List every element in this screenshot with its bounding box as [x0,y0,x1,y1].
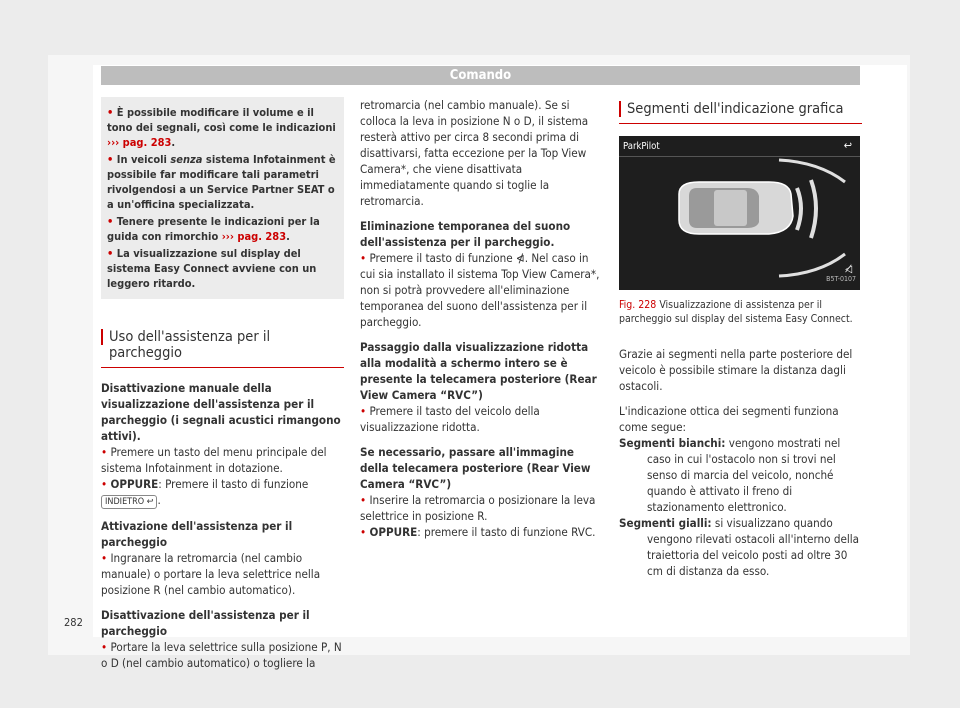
subheading: Disattivazione dell'assistenza per il parcheggio [101,608,310,638]
back-key: INDIETRO ↩ [101,495,157,509]
section-title: Uso dell'assistenza per il parcheggio [101,325,344,368]
subheading: Se necessario, passare all'immagine della telecamera posteriore (Rear View Camera “RVC”) [360,445,591,491]
bullet-item: • Premere il tasto di funzione ⋪. Nel caso in cui sia installato il sistema Top View Camera*, non si potrà provvedere all'eliminazione temporanea del suono dell'assistenza per il parcheggio. [360,251,600,329]
bullet-item: • Premere il tasto del veicolo della visualizzazione ridotta. [360,404,540,434]
column-1 [101,97,344,671]
page-number: 282 [64,616,83,629]
bullet-item: • Portare la leva selettrice sulla posizione P, N o D (nel cambio automatico) o togliere la [101,640,342,670]
paragraph: retromarcia (nel cambio manuale). Se si colloca la leva in posizione N o D, il sistema resterà attivo per circa 8 secondi prima di disattivarsi, fatta eccezione per la Top View Camera*, che viene disattivata immediatamente quando si toglie la retromarcia. [360,98,589,208]
car-top-view-icon [619,136,860,290]
definition-item: Segmenti bianchi: vengono mostrati nel caso in cui l'ostacolo non si trovi nel senso di marcia del veicolo, nonché quando è attivato il freno di stazionamento elettronico. [619,436,841,514]
subheading: Passaggio dalla visualizzazione ridotta alla modalità a schermo intero se è presente la telecamera posteriore (Rear View Camera “RVC”) [360,340,597,402]
bullet-item: • Inserire la retromarcia o posizionare la leva selettrice in posizione R. [360,493,596,523]
column-2 [360,97,603,540]
note-item: • In veicoli senza sistema Infotainment è possibile far modificare tali parametri rivolgendosi a un Service Partner SEAT o a un'officina specializzata. [107,153,336,211]
figure-caption: Fig. 228 Visualizzazione di assistenza per il parcheggio sul display del sistema Easy Connect. [619,299,853,325]
note-item: • Tenere presente le indicazioni per la guida con rimorchio ››› pag. 283. [107,215,320,243]
subheading: Disattivazione manuale della visualizzazione dell'assistenza per il parcheggio (i segnali acustici rimangono attivi). [101,381,341,443]
note-item: • La visualizzazione sul display del sistema Easy Connect avviene con un leggero ritardo. [107,247,317,290]
bullet-item: • Premere un tasto del menu principale del sistema Infotainment in dotazione. [101,445,327,475]
paragraph: L'indicazione ottica dei segmenti funziona come segue: [619,404,839,434]
definition-item: Segmenti gialli: si visualizzano quando vengono rilevati ostacoli all'interno della traiettoria del veicolo posti ad oltre 30 cm di distanza da esso. [619,516,860,578]
note-box [101,97,344,299]
page-link[interactable]: ››› pag. 283 [107,136,172,149]
page-link[interactable]: ››› pag. 283 [221,230,287,243]
subheading: Eliminazione temporanea del suono dell'assistenza per il parcheggio. [360,219,571,249]
bullet-item: • OPPURE: premere il tasto di funzione RVC. [360,525,596,539]
page-header: Comando [101,66,860,85]
bullet-item: • Ingranare la retromarcia (nel cambio manuale) o portare la leva selettrice nella posizione R (nel cambio automatico). [101,551,321,597]
section-title: Segmenti dell'indicazione grafica [619,97,862,124]
paragraph: Grazie ai segmenti nella parte posteriore del veicolo è possibile stimare la distanza dagli ostacoli. [619,347,853,393]
back-arrow-icon: ↩ [843,139,852,152]
column-3 [619,97,862,579]
mute-icon: ◁̸ [845,264,852,275]
figure-code: B5T-0107 [826,275,856,283]
subheading: Attivazione dell'assistenza per il parcheggio [101,519,293,549]
note-item: • È possibile modificare il volume e il tono dei segnali, così come le indicazioni ››› pag. 283. [107,106,336,149]
bullet-item: • OPPURE: Premere il tasto di funzione INDIETRO ↩ . [101,477,309,507]
figure-label: ParkPilot [623,141,660,152]
definition-list [619,435,862,579]
parkpilot-figure [619,136,860,290]
